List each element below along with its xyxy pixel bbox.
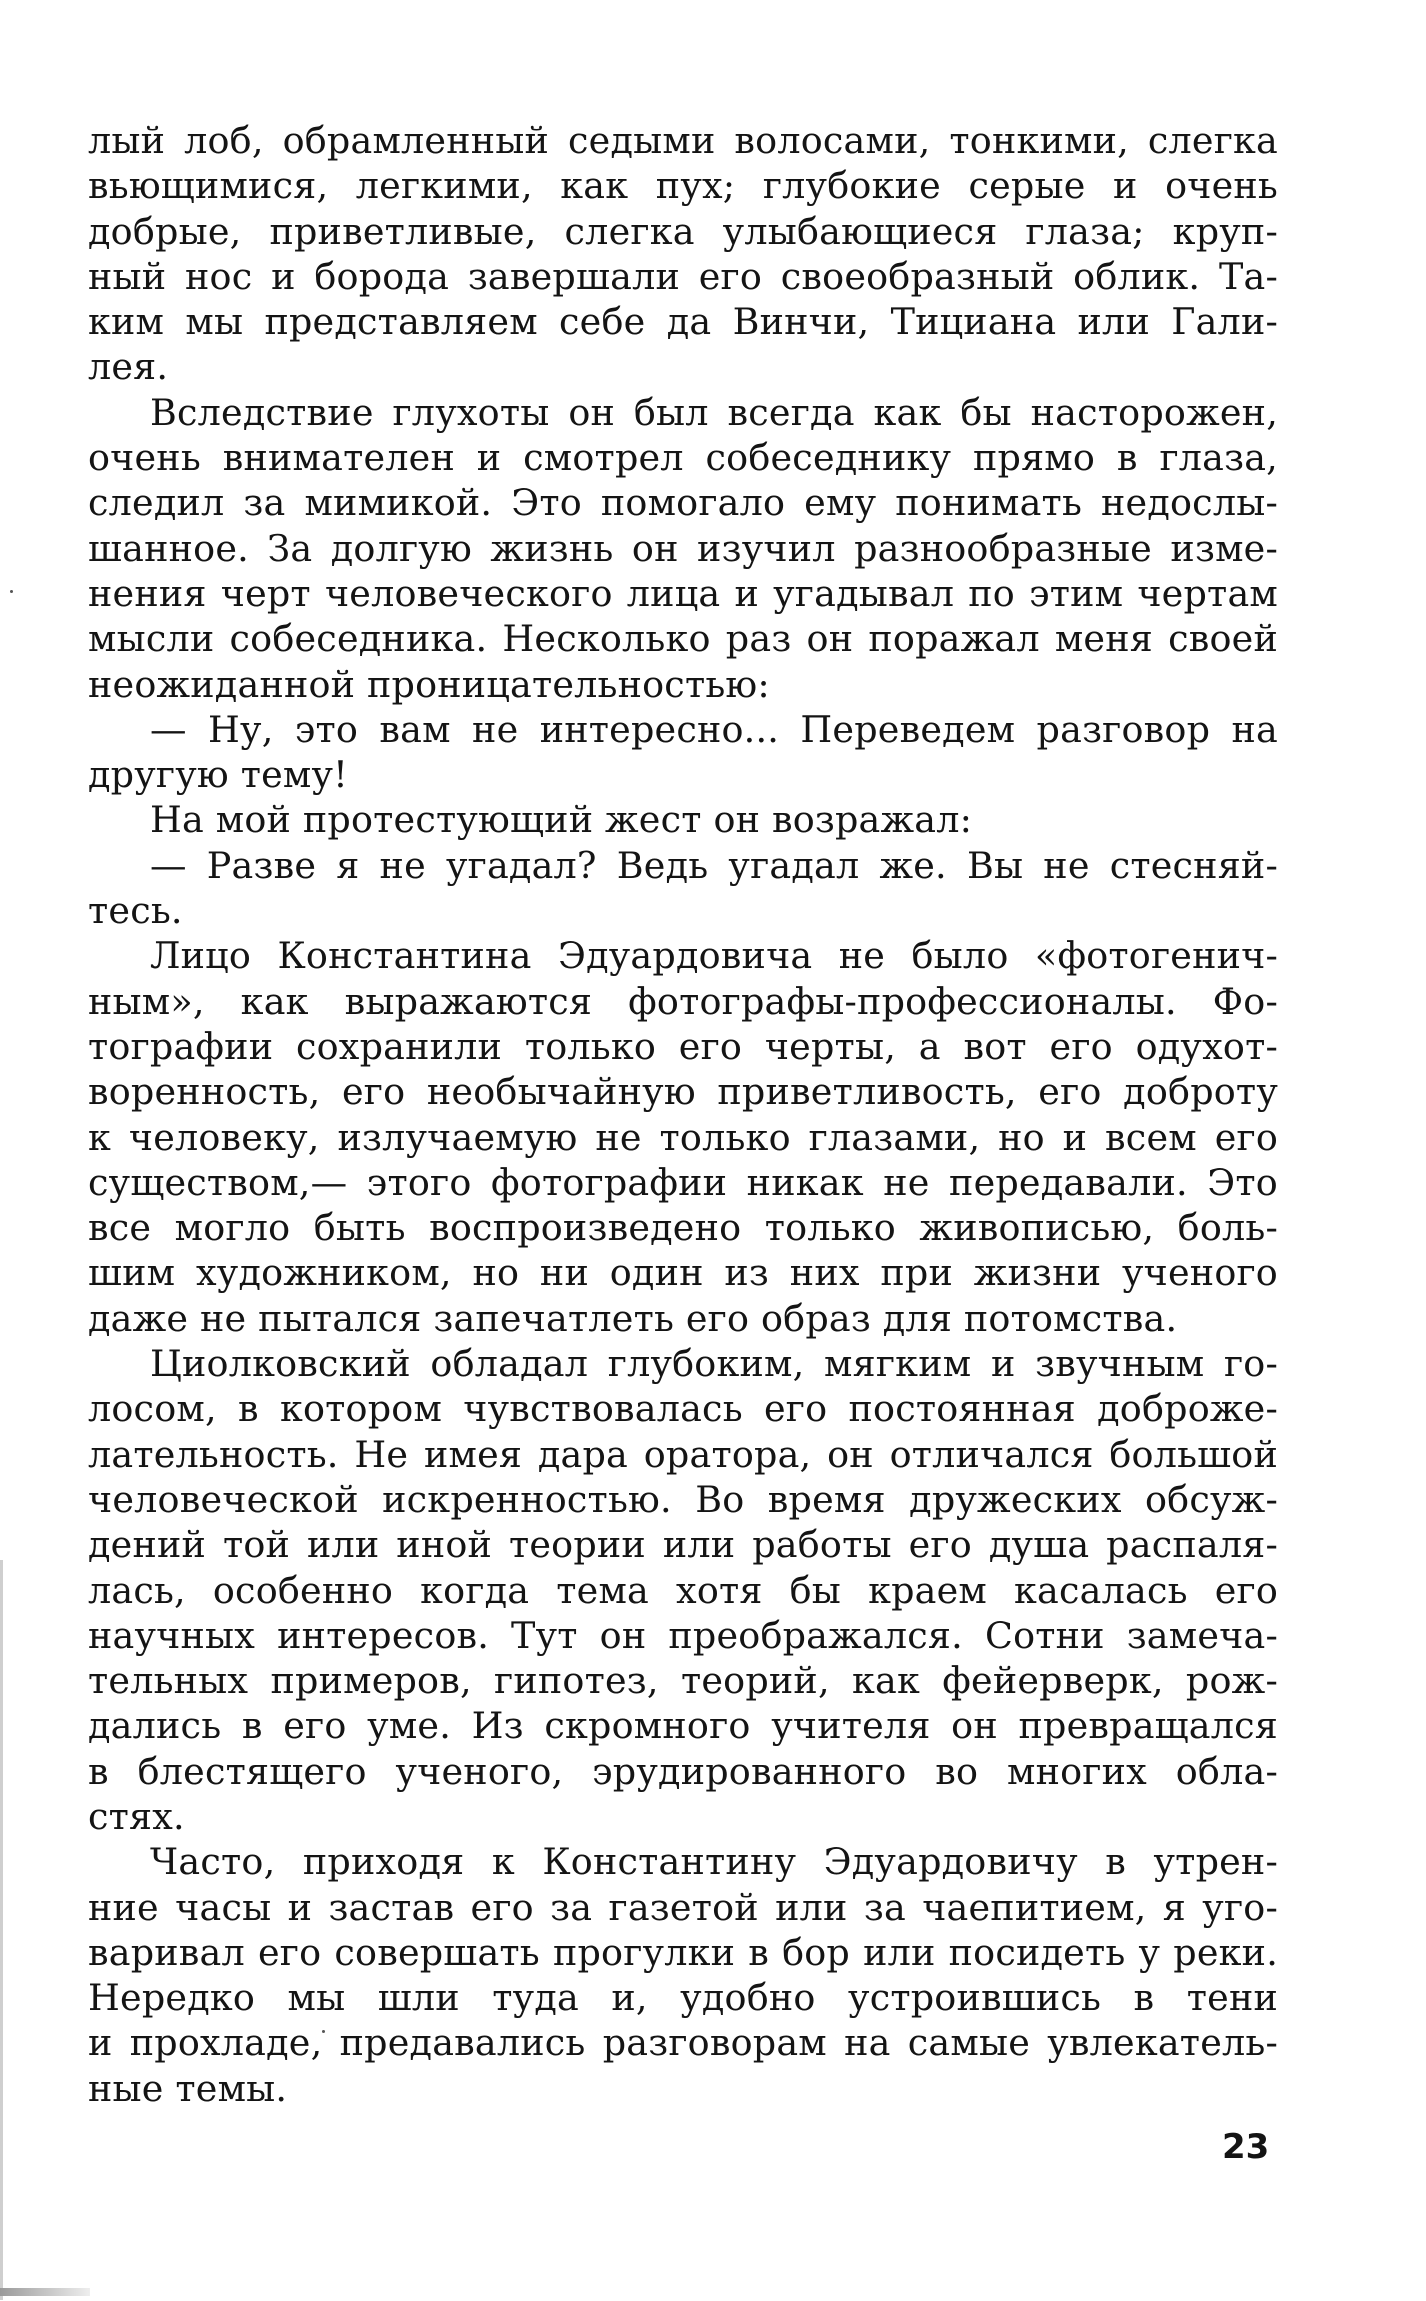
- text-line: Часто, приходя к Константину Эдуардовичу в утрен-: [150, 1840, 1278, 1884]
- text-line: ный нос и борода завершали его своеобразный облик. Та-: [88, 254, 1278, 298]
- paragraph: [88, 843, 1278, 934]
- text-line: шим художником, но ни один из них при жизни ученого: [88, 1251, 1278, 1295]
- text-line: даже не пытался запечатлеть его образ для потомства.: [88, 1296, 1178, 1340]
- text-line: Лицо Константина Эдуардовича не было «фотогенич-: [150, 934, 1278, 978]
- scan-bottom-smudge: [0, 2288, 90, 2296]
- text-line: существом,— этого фотографии никак не передавали. Это: [88, 1160, 1278, 1204]
- text-line: Нередко мы шли туда и, удобно устроившись в тени: [88, 1976, 1278, 2020]
- text-line: — Ну, это вам не интересно... Переведем разговор на: [150, 707, 1278, 751]
- text-line: лосом, в котором чувствовалась его постоянная доброже-: [88, 1387, 1278, 1431]
- text-line: другую тему!: [88, 753, 349, 797]
- text-line: лея.: [88, 345, 169, 389]
- text-line: варивал его совершать прогулки в бор или посидеть у реки.: [88, 1930, 1278, 1974]
- text-line: лый лоб, обрамленный седыми волосами, тонкими, слегка: [88, 119, 1278, 162]
- text-line: Циолковский обладал глубоким, мягким и звучным го-: [150, 1342, 1278, 1386]
- paragraph: [88, 1839, 1278, 2111]
- book-page-text: [88, 118, 1278, 2111]
- text-line: ким мы представляем себе да Винчи, Тициана или Гали-: [88, 300, 1278, 344]
- text-line: в блестящего ученого, эрудированного во многих обла-: [88, 1749, 1278, 1793]
- paragraph: [88, 1341, 1278, 1839]
- text-line: ным», как выражаются фотографы-профессионалы. Фо-: [88, 979, 1278, 1023]
- text-line: ние часы и застав его за газетой или за чаепитием, я уго-: [88, 1885, 1278, 1929]
- text-line: нения черт человеческого лица и угадывал по этим чертам: [88, 571, 1278, 615]
- scan-speck: [10, 590, 13, 593]
- text-line: к человеку, излучаемую не только глазами, но и всем его: [88, 1115, 1278, 1159]
- text-line: шанное. За долгую жизнь он изучил разнообразные изме-: [88, 526, 1278, 570]
- text-line: дались в его уме. Из скромного учителя он превращался: [88, 1704, 1278, 1748]
- paragraph: [88, 390, 1278, 707]
- paragraph: [88, 797, 1278, 842]
- scan-left-edge: [0, 1560, 3, 2300]
- paragraph: [88, 707, 1278, 798]
- text-line: тографии сохранили только его черты, а вот его одухот-: [88, 1024, 1278, 1068]
- page-number: 23: [1222, 2127, 1270, 2167]
- text-line: человеческой искренностью. Во время дружеских обсуж-: [88, 1477, 1278, 1521]
- text-line: ные темы.: [88, 2066, 288, 2110]
- text-line: и прохладе, предавались разговорам на самые увлекатель-: [88, 2021, 1278, 2065]
- text-line: лательность. Не имея дара оратора, он отличался большой: [88, 1432, 1278, 1476]
- paragraph: [88, 118, 1278, 390]
- text-line: дений той или иной теории или работы его душа распаля-: [88, 1523, 1278, 1567]
- text-line: очень внимателен и смотрел собеседнику прямо в глаза,: [88, 436, 1278, 480]
- text-line: стях.: [88, 1794, 185, 1838]
- text-line: воренность, его необычайную приветливость, его доброту: [88, 1070, 1278, 1114]
- text-line: На мой протестующий жест он возражал:: [150, 798, 973, 842]
- text-line: следил за мимикой. Это помогало ему понимать недослы-: [88, 481, 1278, 525]
- text-line: тельных примеров, гипотез, теорий, как фейерверк, рож-: [88, 1659, 1278, 1703]
- text-line: научных интересов. Тут он преображался. Сотни замеча-: [88, 1613, 1278, 1657]
- text-line: все могло быть воспроизведено только живописью, боль-: [88, 1206, 1278, 1250]
- text-line: Вследствие глухоты он был всегда как бы насторожен,: [150, 390, 1278, 434]
- text-line: мысли собеседника. Несколько раз он поражал меня своей: [88, 617, 1278, 661]
- paragraph: [88, 933, 1278, 1341]
- text-line: добрые, приветливые, слегка улыбающиеся глаза; круп-: [88, 209, 1278, 253]
- text-line: тесь.: [88, 889, 183, 933]
- text-line: лась, особенно когда тема хотя бы краем касалась его: [88, 1568, 1278, 1612]
- text-line: неожиданной проницательностью:: [88, 662, 770, 706]
- text-line: — Разве я не угадал? Ведь угадал же. Вы не стесняй-: [150, 843, 1278, 887]
- text-line: вьющимися, легкими, как пух; глубокие серые и очень: [88, 164, 1278, 208]
